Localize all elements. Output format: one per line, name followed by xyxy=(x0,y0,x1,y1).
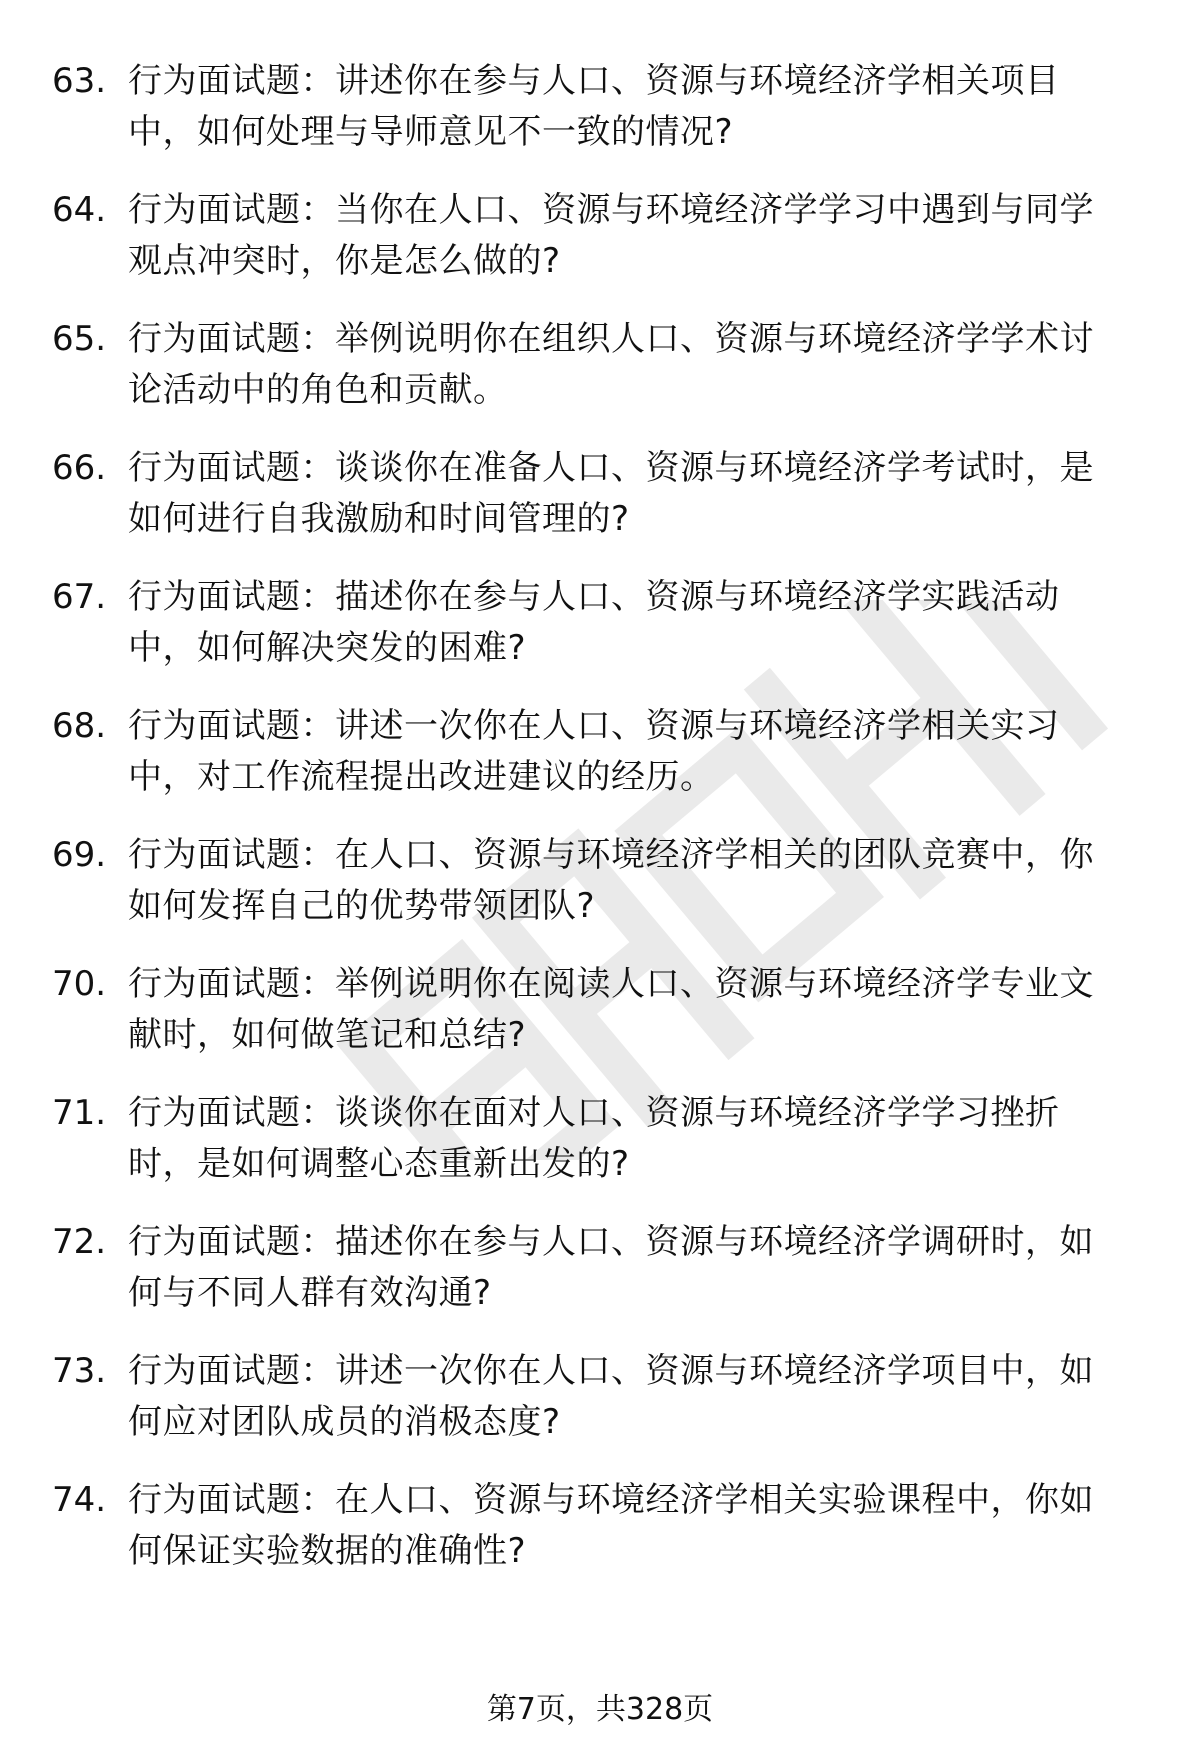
question-text: 行为面试题：描述你在参与人口、资源与环境经济学实践活动中，如何解决突发的困难? xyxy=(128,577,1060,668)
list-item xyxy=(52,1088,1152,1190)
question-text: 行为面试题：当你在人口、资源与环境经济学学习中遇到与同学观点冲突时，你是怎么做的? xyxy=(128,190,1094,281)
list-item xyxy=(52,959,1152,1061)
question-number: 73. xyxy=(52,1351,107,1391)
question-number: 71. xyxy=(52,1093,107,1133)
question-text: 行为面试题：在人口、资源与环境经济学相关的团队竞赛中，你如何发挥自己的优势带领团队? xyxy=(128,835,1094,926)
question-number: 66. xyxy=(52,448,107,488)
question-number: 69. xyxy=(52,835,107,875)
list-item xyxy=(52,1346,1152,1448)
list-item xyxy=(52,1475,1152,1577)
list-item xyxy=(52,830,1152,932)
question-number: 63. xyxy=(52,61,107,101)
list-item xyxy=(52,185,1152,287)
question-number: 64. xyxy=(52,190,107,230)
question-text: 行为面试题：描述你在参与人口、资源与环境经济学调研时，如何与不同人群有效沟通? xyxy=(128,1222,1094,1313)
list-item xyxy=(52,572,1152,674)
list-item xyxy=(52,56,1152,158)
question-number: 68. xyxy=(52,706,107,746)
question-text: 行为面试题：讲述你在参与人口、资源与环境经济学相关项目中，如何处理与导师意见不一致的情况? xyxy=(128,61,1060,152)
question-text: 行为面试题：举例说明你在阅读人口、资源与环境经济学专业文献时，如何做笔记和总结? xyxy=(128,964,1094,1055)
question-text: 行为面试题：谈谈你在面对人口、资源与环境经济学学习挫折时，是如何调整心态重新出发的? xyxy=(128,1093,1060,1184)
question-text: 行为面试题：谈谈你在准备人口、资源与环境经济学考试时，是如何进行自我激励和时间管理的? xyxy=(128,448,1094,539)
question-text: 行为面试题：举例说明你在组织人口、资源与环境经济学学术讨论活动中的角色和贡献。 xyxy=(128,319,1094,410)
question-number: 72. xyxy=(52,1222,107,1262)
page-footer: 第7页，共328页 xyxy=(486,1692,714,1727)
list-item xyxy=(52,443,1152,545)
list-item xyxy=(52,1217,1152,1319)
list-item xyxy=(52,701,1152,803)
question-text: 行为面试题：讲述一次你在人口、资源与环境经济学相关实习中，对工作流程提出改进建议的经历。 xyxy=(128,706,1060,797)
question-text: 行为面试题：在人口、资源与环境经济学相关实验课程中，你如何保证实验数据的准确性? xyxy=(128,1480,1094,1571)
question-list xyxy=(52,56,1152,1604)
question-number: 70. xyxy=(52,964,107,1004)
question-number: 65. xyxy=(52,319,107,359)
question-number: 67. xyxy=(52,577,107,617)
question-number: 74. xyxy=(52,1480,107,1520)
list-item xyxy=(52,314,1152,416)
question-text: 行为面试题：讲述一次你在人口、资源与环境经济学项目中，如何应对团队成员的消极态度? xyxy=(128,1351,1094,1442)
